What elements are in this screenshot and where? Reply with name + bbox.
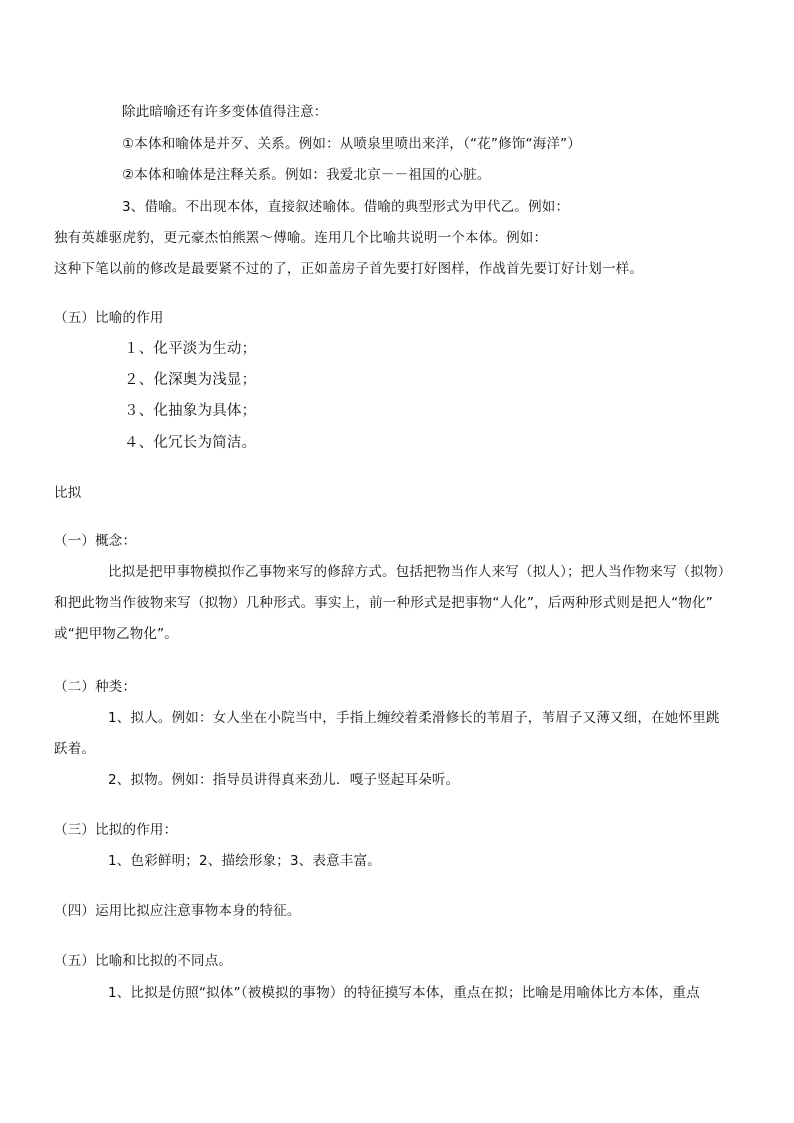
section-heading: （一）概念： (54, 533, 137, 549)
list-item: ３、化抽象为具体； (124, 403, 257, 419)
text-line: 3、借喻。不出现本体，直接叙述喻体。借喻的典型形式为甲代乙。例如： (122, 199, 570, 215)
text-line: 1、比拟是仿照“拟体”（被模拟的事物）的特征摸写本体，重点在拟；比喻是用喻体比方本体，重点 (108, 985, 700, 1001)
text-line: 独有英雄驱虎豹，更元豪杰怕熊罴～傅喻。连用几个比喻共说明一个本体。例如： (54, 230, 548, 246)
text-line: 这种下笔以前的修改是最要紧不过的了，正如盖房子首先要打好图样，作战首先要订好计划一样。 (54, 261, 644, 277)
section-heading: （三）比拟的作用： (54, 822, 178, 838)
text-line: ②本体和喻体是注释关系。例如：我爱北京－－祖国的心脏。 (122, 167, 491, 183)
list-item: ２、化深奥为浅显； (124, 372, 257, 388)
text-line: 比拟是把甲事物模拟作乙事物来写的修辞方式。包括把物当作人来写（拟人）；把人当作物来写（拟物） (108, 564, 732, 580)
text-line: 除此暗喻还有许多变体值得注意： (122, 104, 328, 120)
text-line: 跃着。 (54, 741, 96, 757)
list-item: ４、化冗长为简洁。 (124, 435, 257, 451)
section-heading: （五）比喻的作用 (54, 310, 164, 326)
section-heading: （五）比喻和比拟的不同点。 (54, 953, 233, 969)
text-line: 1、色彩鲜明；2、描绘形象；3、表意丰富。 (108, 853, 381, 869)
text-line: 2、拟物。例如：指导员讲得真来劲儿．嘎子竖起耳朵听。 (108, 772, 460, 788)
chapter-heading: 比拟 (54, 485, 82, 501)
section-heading: （二）种类： (54, 679, 137, 695)
text-line: 和把此物当作彼物来写（拟物）几种形式。事实上，前一种形式是把事物“人化”，后两种形式则是把人“物化” (54, 595, 713, 611)
text-line: 1、拟人。例如：女人坐在小院当中，手指上缠绞着柔滑修长的苇眉子，苇眉子又薄又细，在她怀里跳 (108, 710, 720, 726)
text-line: ①本体和喻体是并歹、关系。例如：从喷泉里喷出来洋，（“花”修饰“海洋”） (122, 136, 582, 152)
list-item: １、化平淡为生动； (124, 341, 257, 357)
text-line: 或“把甲物乙物化”。 (54, 626, 178, 642)
section-heading: （四）运用比拟应注意事物本身的特征。 (54, 903, 301, 919)
